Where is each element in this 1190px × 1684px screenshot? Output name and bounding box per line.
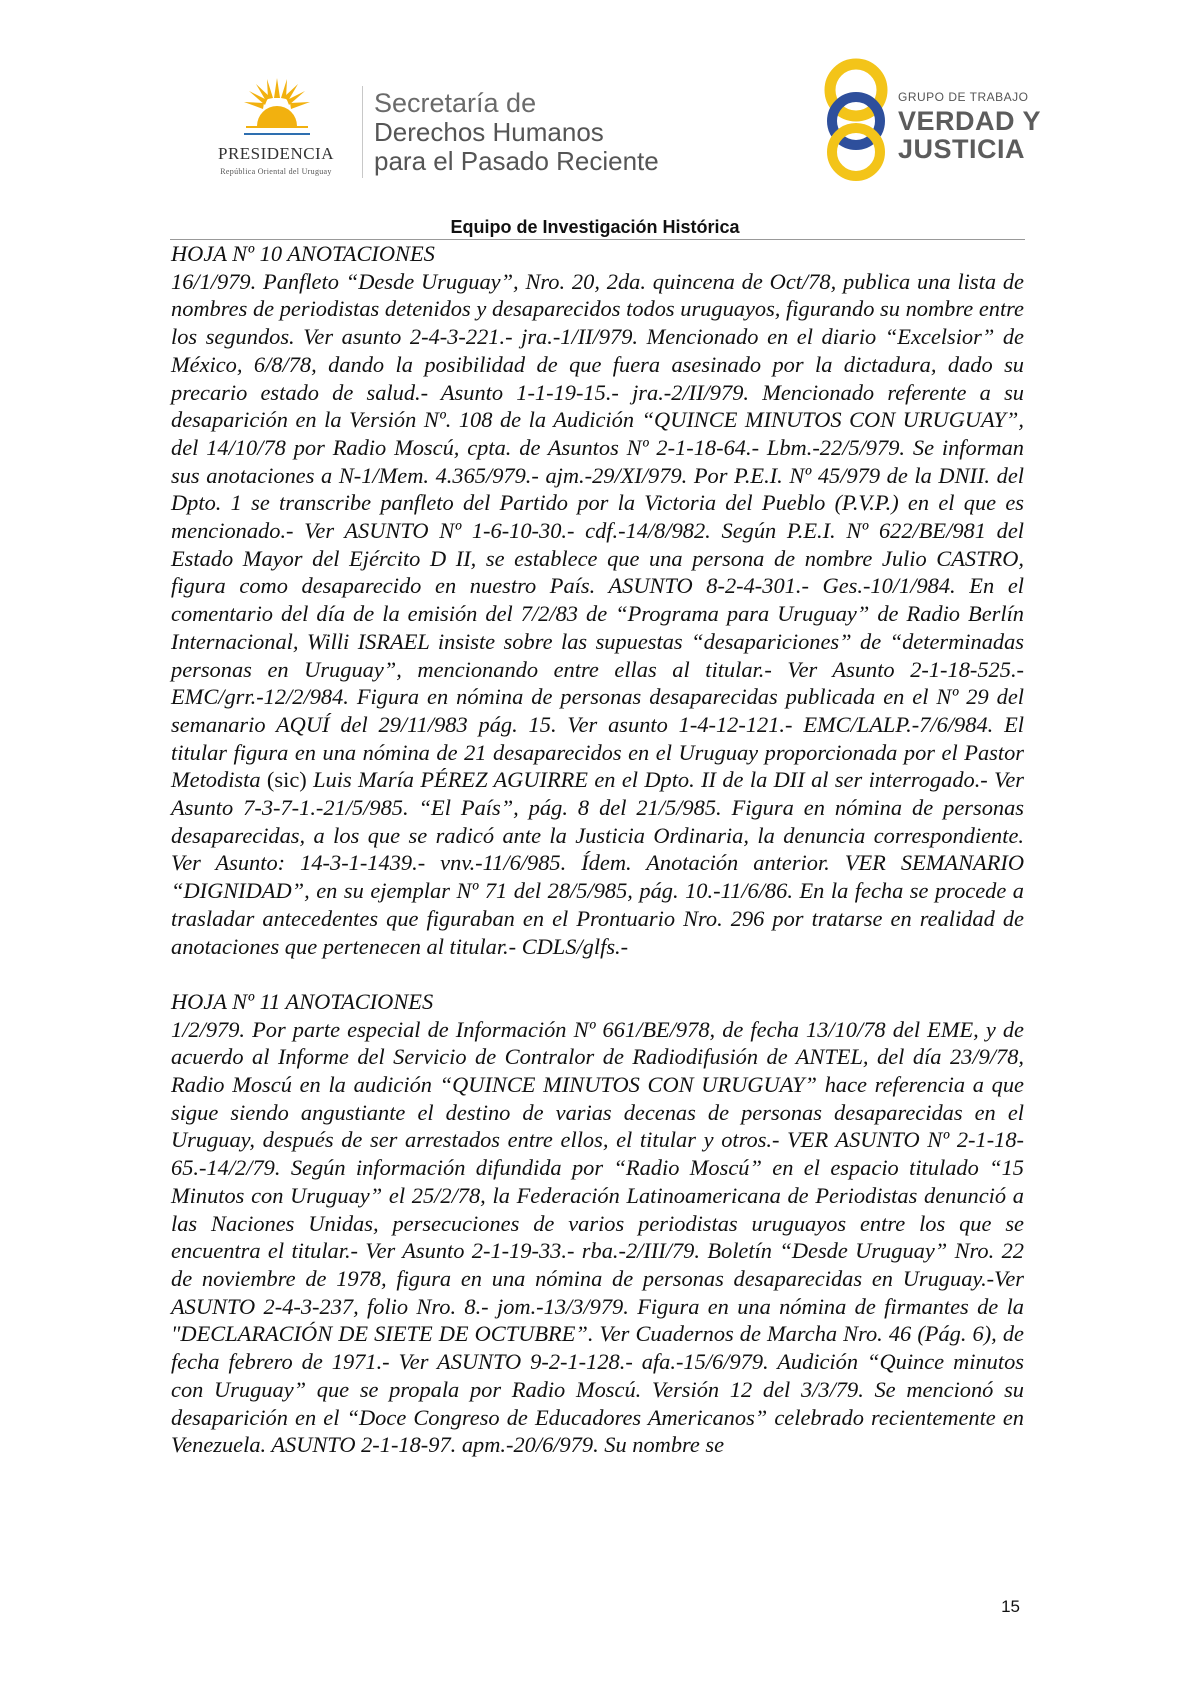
body-text-part-1: 16/1/979. Panfleto “Desde Uruguay”, Nro. 20, 2da. quincena de Oct/78, publica una lista de nombres de periodistas detenidos y desaparecidos todos uruguayos, figurando su nombre entre los segundos. Ver asunto 2-4-3-221.- jra.-1/II/979. Mencionado en el diario “Excelsior” de México, 6/8/78, dando la posibilidad de que fuera asesinado por la dictadura, dado su precario estado de salud.- Asunto 1-1-19-15.- jra.-2/II/979. Mencionado referente a su desaparición en la Versión Nº. 108 de la Audición “QUINCE MINUTOS CON URUGUAY”, del 14/10/78 por Radio Moscú, cpta. de Asuntos Nº 2-1-18-64.- Lbm.-22/5/979. Se informan sus anotaciones a N-1/Mem. 4.365/979.- ajm.-29/XI/979. Por P.E.I. Nº 45/979 de la DNII. del Dpto. 1 se transcribe panfleto del Partido por la Victoria del Pueblo (P.V.P.) en el que es mencionado.- Ver ASUNTO Nº 1-6-10-30.- cdf.-14/8/982. Según P.E.I. Nº 622/BE/981 del Estado Mayor del Ejército D II, se establece que una persona de nombre Julio CASTRO, figura como desaparecido en nuestro País. ASUNTO 8-2-4-301.- Ges.-10/1/984. En el comentario del día de la emisión del 7/2/83 de “Programa para Uruguay” de Radio Berlín Internacional, Willi ISRAEL insiste sobre las supuestas “desapariciones” de “determinadas personas en Uruguay”, mencionando entre ellas al titular.- Ver Asunto 2-1-18-525.- EMC/grr.-12/2/984. Figura en nómina de personas desaparecidas publicada en el Nº 29 del semanario AQUÍ del 29/11/983 pág. 15. Ver asunto 1-4-12-121.- EMC/LALP.-7/6/984. El titular figura en una nómina de 21 desaparecidos en el Uruguay proporcionada por el Pastor Metodista (171, 268, 1024, 793)
section-body-hoja-11: 1/2/979. Por parte especial de Información Nº 661/BE/978, de fecha 13/10/78 del EME, y de acuerdo al Informe del Servicio de Contralor de Radiodifusión de ANTEL, del día 23/9/78, Radio Moscú en la audición “QUINCE MINUTOS CON URUGUAY” hace referencia a que sigue siendo angustiante el destino de varias decenas de personas desaparecidas en el Uruguay, después de ser arrestados entre ellos, el titular y otros.- VER ASUNTO Nº 2-1-18-65.-14/2/79. Según información difundida por “Radio Moscú” en el espacio titulado “15 Minutos con Uruguay” el 25/2/78, la Federación Latinoamericana de Periodistas denunció a las Naciones Unidas, persecuciones de varios periodistas uruguayos entre los que se encuentra el titular.- Ver Asunto 2-1-19-33.- rba.-2/III/79. Boletín “Desde Uruguay” Nro. 22 de noviembre de 1978, figura en una nómina de personas desaparecidas en Uruguay.-Ver ASUNTO 2-4-3-237, folio Nro. 8.- jom.-13/3/979. Figura en una nómina de firmantes de la "DECLARACIÓN DE SIETE DE OCTUBRE”. Ver Cuadernos de Marcha Nro. 46 (Pág. 6), de fecha febrero de 1971.- Ver ASUNTO 9-2-1-128.- afa.-15/6/979. Audición “Quince minutos con Uruguay” que se propala por Radio Moscú. Versión 12 del 3/3/79. Se mencionó su desaparición en el “Doce Congreso de Educadores Americanos” celebrado recientemente en Venezuela. ASUNTO 2-1-18-97. apm.-20/6/979. Su nombre se (171, 1016, 1024, 1458)
presidencia-subtitle: República Oriental del Uruguay (220, 167, 332, 176)
header-divider (362, 86, 363, 178)
team-title: Equipo de Investigación Histórica (450, 217, 740, 237)
section-body-hoja-10 (171, 268, 1024, 961)
grupo-trabajo-label: GRUPO DE TRABAJO (898, 90, 1029, 104)
body-text-part-2: Luis María PÉREZ AGUIRRE en el Dpto. II de la DII al ser interrogado.- Ver Asunto 7-3-7-1.-21/5/985. “El País”, pág. 8 del 21/5/985. Figura en nómina de personas desaparecidas, a los que se radicó ante la Justicia Ordinaria, la denuncia correspondiente. Ver Asunto: 14-3-1-1439.- vnv.-11/6/985. Ídem. Anotación anterior. VER SEMANARIO “DIGNIDAD”, en su ejemplar Nº 71 del 28/5/985, pág. 10.-11/6/86. En la fecha se procede a trasladar antecedentes que figuraban en el Prontuario Nro. 296 por tratarse en realidad de anotaciones que pertenecen al titular.- CDLS/glfs.- (171, 767, 1024, 959)
secretaria-line-1: Secretaría de (374, 88, 537, 118)
verdad-label: VERDAD Y (898, 106, 1042, 136)
secretaria-line-2: Derechos Humanos (374, 117, 604, 147)
grupo-trabajo-logo (820, 56, 1040, 182)
document-body (171, 240, 1024, 1459)
paragraph-gap (171, 960, 1024, 988)
page-number: 15 (1001, 1597, 1020, 1616)
sun-icon (242, 76, 312, 142)
page-header (0, 0, 1190, 220)
section-heading-hoja-10: HOJA Nº 10 ANOTACIONES (171, 241, 435, 266)
section-heading-hoja-11: HOJA Nº 11 ANOTACIONES (171, 988, 434, 1014)
sic-note: (sic) (266, 767, 307, 793)
presidencia-logo (196, 76, 356, 180)
secretaria-line-3: para el Pasado Reciente (374, 146, 659, 176)
rings-icon (820, 56, 896, 182)
presidencia-name: PRESIDENCIA (217, 144, 334, 163)
secretaria-title (374, 88, 659, 176)
justicia-label: JUSTICIA (898, 134, 1026, 164)
